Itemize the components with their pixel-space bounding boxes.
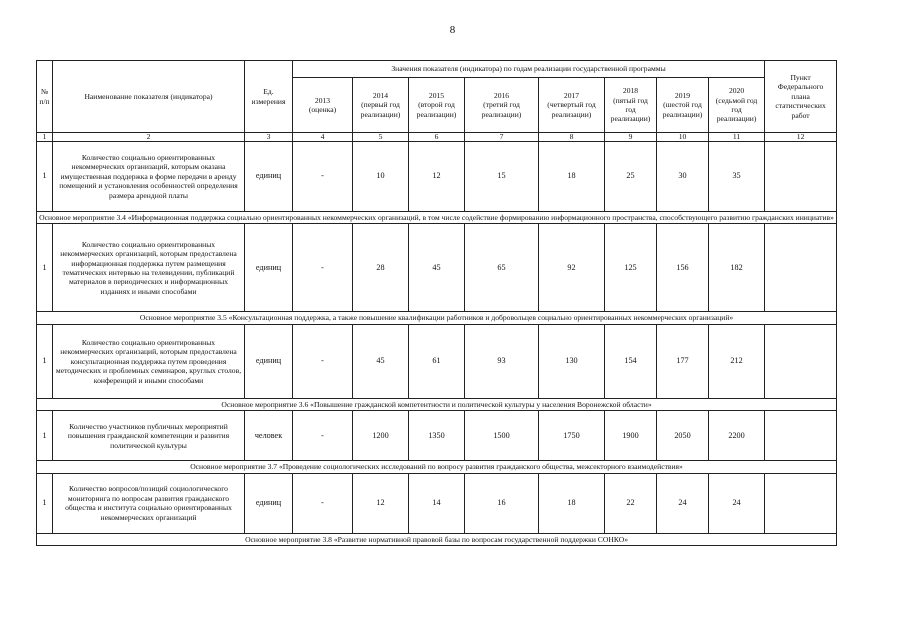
indicator-unit: единиц — [245, 324, 293, 398]
indicator-value: 16 — [465, 473, 539, 533]
section-title: Основное мероприятие 3.8 «Развитие нормативной правовой базы по вопросам государственной поддержки СОНКО» — [37, 533, 837, 545]
indicator-name: Количество социально ориентированных некоммерческих организаций, которым предоставлена консультационная поддержка путем проведения методических и проблемных семинаров, круглых столов, конференций и иными способами — [53, 324, 245, 398]
indicator-value: - — [293, 411, 353, 461]
column-number: 9 — [605, 133, 657, 142]
indicator-value: 61 — [409, 324, 465, 398]
row-number: 1 — [37, 142, 53, 212]
row-number: 1 — [37, 224, 53, 312]
indicator-value: 92 — [539, 224, 605, 312]
column-number: 12 — [765, 133, 837, 142]
indicator-value: 15 — [465, 142, 539, 212]
indicator-value: 1350 — [409, 411, 465, 461]
column-number: 3 — [245, 133, 293, 142]
indicator-name: Количество социально ориентированных некоммерческих организаций, которым предоставлена информационная поддержка путем размещения тематических интервью на телевидении, публикаций материалов в периодических и информационных изданиях и иными способами — [53, 224, 245, 312]
indicator-value: 28 — [353, 224, 409, 312]
federal-plan-item — [765, 224, 837, 312]
indicator-value: 2050 — [657, 411, 709, 461]
indicator-name: Количество социально ориентированных некоммерческих организаций, которым оказана имущественная поддержка в форме передачи в аренду помещений и установления особенностей определения размера арендной платы — [53, 142, 245, 212]
indicator-row — [37, 224, 837, 312]
column-number: 8 — [539, 133, 605, 142]
indicator-value: 24 — [657, 473, 709, 533]
section-title: Основное мероприятие 3.4 «Информационная поддержка социально ориентированных некоммерческих организаций, в том числе содействие формированию информационного пространства, способствующего развитию гражданских инициатив» — [37, 212, 837, 224]
section-row — [37, 398, 837, 410]
indicator-unit: единиц — [245, 142, 293, 212]
column-number: 4 — [293, 133, 353, 142]
section-title: Основное мероприятие 3.7 «Проведение социологических исследований по вопросу развития гражданского общества, межсекторного взаимодействия» — [37, 461, 837, 473]
section-row — [37, 461, 837, 473]
header-num: № п/п — [37, 61, 53, 133]
indicator-value: 24 — [709, 473, 765, 533]
row-number: 1 — [37, 411, 53, 461]
column-number: 11 — [709, 133, 765, 142]
federal-plan-item — [765, 411, 837, 461]
indicator-value: 212 — [709, 324, 765, 398]
indicator-row — [37, 411, 837, 461]
indicator-value: 93 — [465, 324, 539, 398]
indicator-value: 22 — [605, 473, 657, 533]
indicator-name: Количество вопросов/позиций социологического мониторинга по вопросам развития гражданского общества и института социально ориентированных некоммерческих организаций — [53, 473, 245, 533]
indicator-row — [37, 142, 837, 212]
indicator-name: Количество участников публичных мероприятий повышения гражданской компетенции и развития политической культуры — [53, 411, 245, 461]
header-year-4: 2017 (четвертый год реализации) — [539, 78, 605, 133]
page-number: 8 — [449, 24, 456, 36]
indicator-value: 154 — [605, 324, 657, 398]
indicator-value: 18 — [539, 473, 605, 533]
indicator-value: - — [293, 224, 353, 312]
header-year-1: 2014 (первый год реализации) — [353, 78, 409, 133]
indicator-value: 35 — [709, 142, 765, 212]
indicator-value: 45 — [353, 324, 409, 398]
header-indicator-name: Наименование показателя (индикатора) — [53, 61, 245, 133]
row-number: 1 — [37, 473, 53, 533]
section-title: Основное мероприятие 3.6 «Повышение гражданской компетентности и политической культуры у населения Воронежской области» — [37, 398, 837, 410]
section-row — [37, 533, 837, 545]
indicator-value: 177 — [657, 324, 709, 398]
indicator-value: 130 — [539, 324, 605, 398]
indicator-unit: единиц — [245, 224, 293, 312]
indicator-value: 10 — [353, 142, 409, 212]
indicator-value: 2200 — [709, 411, 765, 461]
indicator-value: - — [293, 473, 353, 533]
indicator-value: 25 — [605, 142, 657, 212]
column-number: 5 — [353, 133, 409, 142]
header-year-3: 2016 (третий год реализации) — [465, 78, 539, 133]
indicator-value: 1750 — [539, 411, 605, 461]
column-number: 10 — [657, 133, 709, 142]
federal-plan-item — [765, 473, 837, 533]
indicator-value: 45 — [409, 224, 465, 312]
indicator-value: 156 — [657, 224, 709, 312]
indicator-value: 1900 — [605, 411, 657, 461]
indicator-value: 30 — [657, 142, 709, 212]
indicator-value: - — [293, 142, 353, 212]
column-numbers-row — [37, 133, 837, 142]
section-row — [37, 312, 837, 324]
indicator-value: 1500 — [465, 411, 539, 461]
indicator-unit: единиц — [245, 473, 293, 533]
indicator-row — [37, 473, 837, 533]
column-number: 2 — [53, 133, 245, 142]
column-number: 1 — [37, 133, 53, 142]
header-year-5: 2018 (пятый год год реализации) — [605, 78, 657, 133]
indicator-value: 12 — [353, 473, 409, 533]
indicator-value: - — [293, 324, 353, 398]
header-year-2: 2015 (второй год реализации) — [409, 78, 465, 133]
indicator-value: 12 — [409, 142, 465, 212]
indicators-table — [36, 60, 837, 546]
section-row — [37, 212, 837, 224]
header-unit: Ед. измерения — [245, 61, 293, 133]
column-number: 6 — [409, 133, 465, 142]
header-year-6: 2019 (шестой год реализации) — [657, 78, 709, 133]
indicator-row — [37, 324, 837, 398]
indicator-unit: человек — [245, 411, 293, 461]
header-years-span: Значения показателя (индикатора) по годам реализации государственной программы — [293, 61, 765, 78]
column-number: 7 — [465, 133, 539, 142]
indicator-value: 65 — [465, 224, 539, 312]
section-title: Основное мероприятие 3.5 «Консультационная поддержка, а также повышение квалификации работников и добровольцев социально ориентированных некоммерческих организаций» — [37, 312, 837, 324]
indicator-value: 125 — [605, 224, 657, 312]
header-federal-plan: Пункт Федерального плана статистических работ — [765, 61, 837, 133]
header-year-0: 2013 (оценка) — [293, 78, 353, 133]
indicator-value: 182 — [709, 224, 765, 312]
row-number: 1 — [37, 324, 53, 398]
indicator-value: 18 — [539, 142, 605, 212]
federal-plan-item — [765, 142, 837, 212]
indicator-value: 1200 — [353, 411, 409, 461]
federal-plan-item — [765, 324, 837, 398]
indicator-value: 14 — [409, 473, 465, 533]
header-year-7: 2020 (седьмой год год реализации) — [709, 78, 765, 133]
